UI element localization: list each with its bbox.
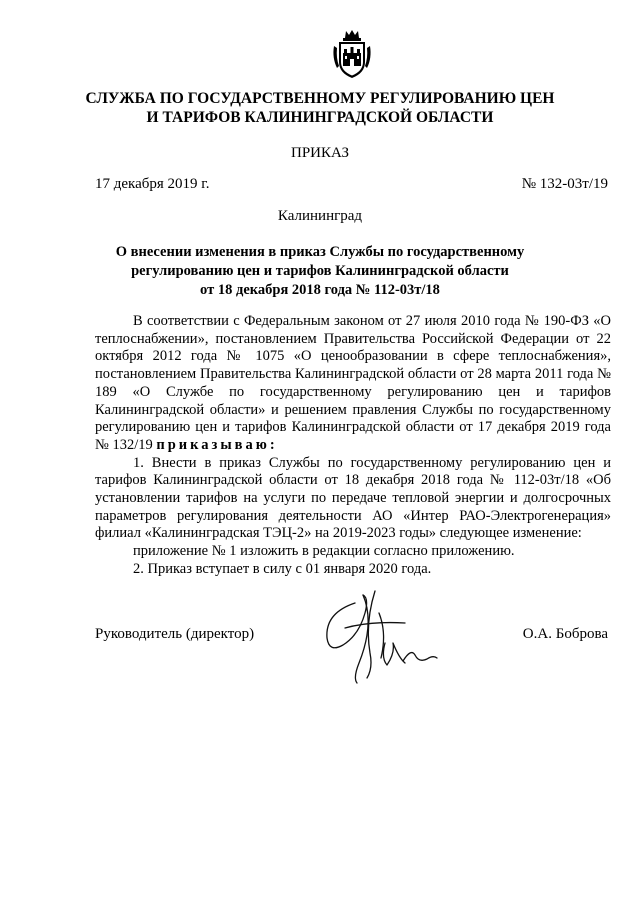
item-1-detail-paragraph: приложение № 1 изложить в редакции согласно приложению. — [133, 543, 515, 560]
agency-name-line-2: И ТАРИФОВ КАЛИНИНГРАДСКОЙ ОБЛАСТИ — [146, 109, 494, 126]
order-date: 17 декабря 2019 г. — [95, 176, 210, 192]
document-type: ПРИКАЗ — [291, 145, 349, 161]
order-keyword: приказываю: — [156, 436, 278, 453]
order-title-line-2: регулированию цен и тарифов Калининградской области — [131, 263, 509, 279]
signatory-position: Руководитель (директор) — [95, 626, 255, 642]
preamble-text: В соответствии с Федеральным законом от 27 июля 2010 года № 190-ФЗ «О теплоснабжении», постановлением Правительства Российской Федерации от 22 октября 2012 года № 1075 «О ценообразовании в сфере теплоснабжения», постановлением Правительства Калининградской области от 28 марта 2011 года № 189 «О Службе по государственному регулированию цен и тарифов Калининградской области» и решением правления Службы по государственному регулированию цен и тарифов Калининградской области от 17 декабря 2019 года № 132/19 — [95, 313, 611, 453]
order-title-line-1: О внесении изменения в приказ Службы по государственному — [115, 244, 525, 260]
agency-name-line-1: СЛУЖБА ПО ГОСУДАРСТВЕННОМУ РЕГУЛИРОВАНИЮ ЦЕН — [85, 90, 555, 107]
handwritten-signature — [315, 583, 445, 693]
preamble-paragraph — [95, 313, 611, 455]
city: Калининград — [277, 208, 363, 224]
item-1-paragraph: 1. Внести в приказ Службы по государственному регулированию цен и тарифов Калининградской области от 18 декабря 2018 года № 112-03т/18 «Об установлении тарифов на услуги по передаче тепловой энергии и долгосрочных параметров регулирования деятельности АО «Интер РАО-Электрогенерация» филиал «Калининградская ТЭЦ-2» на 2019-2023 годы» следующее изменение: — [95, 454, 611, 542]
order-number: № 132-03т/19 — [521, 176, 608, 192]
coat-of-arms-emblem — [331, 28, 373, 80]
order-body — [95, 313, 611, 579]
signatory-name: О.А. Боброва — [522, 626, 608, 642]
item-2-paragraph: 2. Приказ вступает в силу с 01 января 2020 года. — [133, 560, 432, 577]
order-title-line-3: от 18 декабря 2018 года № 112-03т/18 — [200, 282, 440, 298]
